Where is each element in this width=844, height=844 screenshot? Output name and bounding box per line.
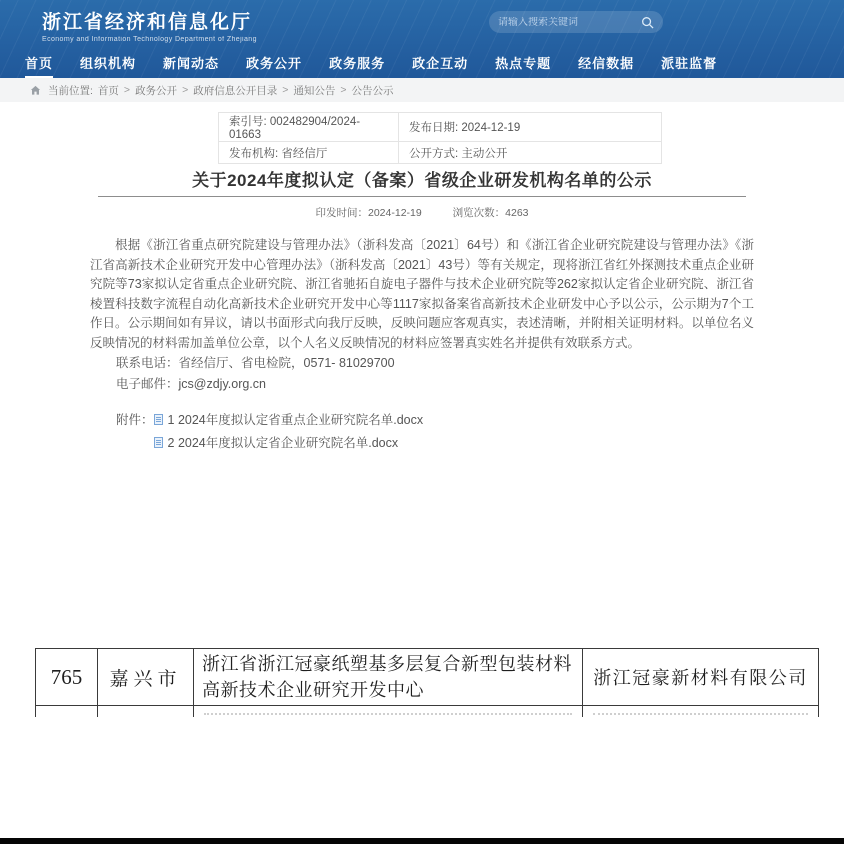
registry-row-765 — [36, 649, 819, 706]
faded-text — [204, 713, 572, 715]
faded-next-row — [36, 706, 819, 717]
attachment-filename: 1 2024年度拟认定省重点企业研究院名单.docx — [167, 413, 424, 427]
nav-item-home[interactable]: 首页 — [25, 53, 53, 78]
print-time: 印发时间：2024-12-19 — [315, 207, 422, 219]
attachment-list — [154, 410, 424, 451]
document-info-table — [218, 112, 662, 164]
doc-file-icon — [154, 437, 163, 448]
doc-disclosure-mode: 公开方式: 主动公开 — [399, 142, 662, 164]
main-nav — [25, 46, 717, 78]
nav-item-interaction[interactable]: 政企互动 — [412, 56, 469, 71]
breadcrumb-home[interactable]: 首页 — [97, 84, 119, 97]
table-row — [219, 113, 662, 142]
attachment-link-1[interactable] — [154, 410, 424, 428]
search-box[interactable] — [489, 11, 663, 33]
site-header — [0, 0, 844, 78]
search-input[interactable] — [498, 17, 641, 28]
search-icon[interactable] — [641, 16, 654, 29]
nav-item-supervision[interactable]: 派驻监督 — [661, 56, 718, 71]
attachment-link-2[interactable] — [154, 433, 424, 451]
faded-cell — [583, 706, 819, 717]
doc-file-icon — [154, 414, 163, 425]
attachments — [90, 410, 754, 451]
nav-item-news[interactable]: 新闻动态 — [163, 56, 220, 71]
faded-cell — [98, 706, 194, 717]
screenshot-bottom-edge — [0, 838, 844, 844]
doc-publish-date: 发布日期: 2024-12-19 — [399, 113, 662, 142]
breadcrumb-gov-disclosure[interactable]: 政务公开 — [135, 84, 178, 97]
site-subtitle: Economy and Information Technology Department of Zhejiang — [42, 36, 257, 43]
breadcrumb-separator: > — [182, 84, 189, 96]
registry-company-name: 浙江冠豪新材料有限公司 — [583, 649, 819, 706]
home-icon — [30, 85, 41, 96]
nav-item-data[interactable]: 经信数据 — [578, 56, 635, 71]
registry-seq: 765 — [36, 649, 98, 706]
attachment-filename: 2 2024年度拟认定省企业研究院名单.docx — [167, 436, 399, 450]
breadcrumb-separator: > — [282, 84, 289, 96]
faded-text — [593, 713, 808, 715]
title-divider — [98, 196, 746, 197]
doc-index-number: 索引号: 002482904/2024-01663 — [219, 113, 399, 142]
faded-cell — [36, 706, 98, 717]
registry-city: 嘉兴市 — [98, 649, 194, 706]
nav-item-organization[interactable]: 组织机构 — [80, 56, 137, 71]
contact-email: 电子邮件：jcs@zdjy.org.cn — [116, 377, 266, 391]
nav-item-hot-topics[interactable]: 热点专题 — [495, 56, 552, 71]
breadcrumb-separator: > — [340, 84, 347, 96]
nav-item-gov-services[interactable]: 政务服务 — [329, 56, 386, 71]
article-meta — [0, 205, 844, 220]
contact-phone: 联系电话：省经信厅、省电检院，0571- 81029700 — [116, 356, 395, 370]
breadcrumb-prefix: 当前位置: — [48, 84, 93, 97]
attachments-label: 附件： — [116, 413, 154, 427]
table-row — [219, 142, 662, 164]
faded-cell — [194, 706, 583, 717]
view-count: 浏览次数：4263 — [452, 207, 529, 219]
nav-item-gov-disclosure[interactable]: 政务公开 — [246, 56, 303, 71]
registry-table — [35, 648, 819, 717]
breadcrumb — [0, 78, 844, 102]
article-paragraph: 根据《浙江省重点研究院建设与管理办法》（浙科发高〔2021〕64号）和《浙江省企业研究院建设与管理办法》《浙江省高新技术企业研究开发中心管理办法》（浙科发高〔2021〕43号）等有关规定，现将浙江省红外探测技术重点企业研究院等73家拟认定省重点企业研究院、浙江省驰拓自旋电子器件与技术企业研究院等262家拟认定省企业研究院、浙江省棱置科技数字流程自动化高新技术企业研究开发中心等1117家拟备案省高新技术企业研发中心予以公示，公示期为7个工作日。公示期间如有异议，请以书面形式向我厅反映，反映问题应客观真实，表述清晰，并附相关证明材料。以单位名义反映情况的材料需加盖单位公章，以个人名义反映情况的材料应签署真实姓名并提供有效联系方式。 — [90, 238, 754, 350]
registry-center-name: 浙江省浙江冠豪纸塑基多层复合新型包装材料高新技术企业研究开发中心 — [194, 649, 583, 706]
breadcrumb-info-catalog[interactable]: 政府信息公开目录 — [193, 84, 278, 97]
page-title: 关于2024年度拟认定（备案）省级企业研发机构名单的公示 — [192, 171, 652, 190]
breadcrumb-notices[interactable]: 通知公告 — [293, 84, 336, 97]
site-title: 浙江省经济和信息化厅 — [42, 12, 253, 33]
doc-publisher: 发布机构: 省经信厅 — [219, 142, 399, 164]
article-body — [90, 236, 754, 451]
breadcrumb-announcements[interactable]: 公告公示 — [351, 84, 394, 97]
site-logo[interactable] — [42, 7, 257, 43]
breadcrumb-separator: > — [123, 84, 131, 96]
